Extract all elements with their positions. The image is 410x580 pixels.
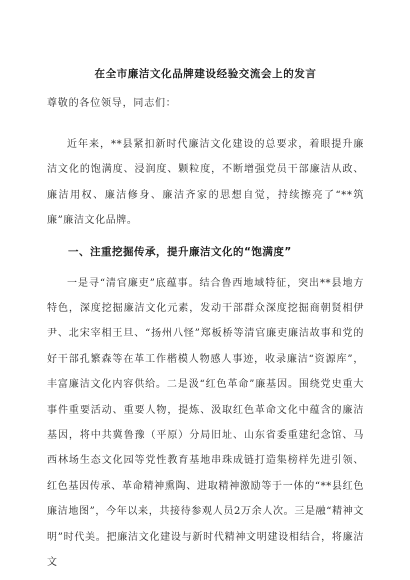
intro-paragraph: 近年来，**县紧扣新时代廉洁文化建设的总要求，着眼提升廉洁文化的饱满度、浸润度、颗粒度，不断增强党员干部廉洁从政、廉洁用权、廉洁修身、廉洁齐家的思想自觉，持续擦亮了“**筑廉”廉洁文化品牌。 (47, 139, 364, 227)
document-title: 在全市廉洁文化品牌建设经验交流会上的发言 (94, 68, 317, 80)
section-body-paragraph: 一是寻“清官廉吏”底蕴事。结合鲁西地域特征，突出**县地方特色，深度挖掘廉洁文化元素，发动干部群众深度挖掘商朝贤相伊尹、北宋宰相王旦、“扬州八怪”郑板桥等清官廉吏廉洁故事和党的好干部孔繁森等在革工作楷模人物感人事迹，收录廉洁“资源库”，丰富廉洁文化内容供给。二是汲“红色革命”廉基因。围绕党史重大事件重要活动、重要人物，提炼、汲取红色革命文化中蕴含的廉洁基因，将中共冀鲁豫（平原）分局旧址、山东省委重建纪念馆、马西林场生态文化园等党性教育基地串珠成链打造集榜样先进引领、红色基因传承、革命精神熏陶、进取精神激励等于一体的“**县红色廉洁地图”，今年以来，共接待参观人员2万余人次。三是融“精神文明”时代美。把廉洁文化建设与新时代精神文明建设相结合，将廉洁文 (47, 277, 364, 569)
section-heading: 一、注重挖掘传承，提升廉洁文化的“饱满度” (68, 245, 292, 258)
salutation: 尊敬的各位领导，同志们： (47, 98, 177, 109)
